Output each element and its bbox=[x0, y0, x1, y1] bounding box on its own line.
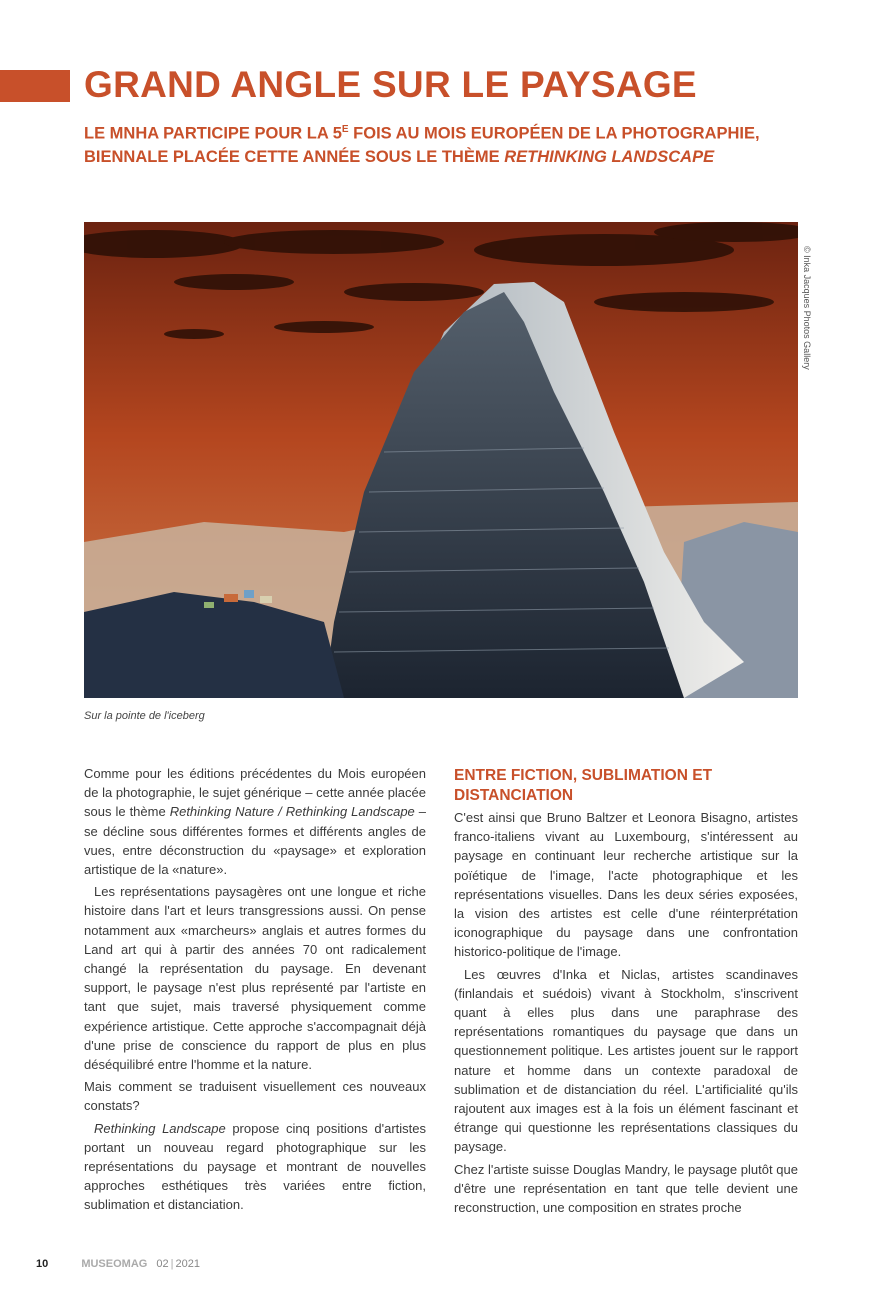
subtitle-text-1: LE MNHA PARTICIPE POUR LA 5 bbox=[84, 124, 342, 143]
left-paragraph-2: Les représentations paysagères ont une longue et riche histoire dans l'art et leurs transgressions aussi. On pense notamment aux «marcheurs» anglais et autres formes du Land art qui à partir des années 70 ont radicalement changé la représentation du paysage. En devenant support, le paysage n'est plus représenté par l'artiste en tant que sujet, mais traversé physiquement comme expérience artistique. Cette approche s'accompagnait déjà d'une prise de conscience du rapport de plus en plus déséquilibré entre l'homme et la nature. bbox=[84, 884, 426, 1073]
photo-artwork bbox=[84, 222, 798, 698]
left-column bbox=[84, 764, 426, 1218]
left-p1-text-b: – se décline sous différentes formes et différents angles de vues, entre déconstruction du «paysage» et exploration artistique de la «nature». bbox=[84, 804, 427, 878]
page-subtitle bbox=[84, 118, 804, 169]
left-p4-theme: Rethinking Landscape bbox=[94, 1120, 226, 1136]
section-heading: ENTRE FICTION, SUBLIMATION ET DISTANCIATION bbox=[454, 767, 713, 804]
left-p4-text: propose cinq positions d'artistes portant un nouveau regard photographique sur les représentations du paysage et montrant de nouvelles approches esthétiques très variées entre fiction, sublimation et distanciation. bbox=[84, 1120, 426, 1213]
issue-number: 02 bbox=[156, 1258, 169, 1270]
subtitle-superscript: E bbox=[341, 124, 349, 135]
page-title: GRAND ANGLE SUR LE PAYSAGE bbox=[84, 64, 697, 105]
right-paragraph-2: Les œuvres d'Inka et Niclas, artistes scandinaves (finlandais et suédois) vivant à Stockholm, s'inscrivent quant à elles plus dans une paraphrase des représentations romantiques du paysage que dans un questionnement politique. Les artistes jouent sur le rapport nature et homme dans un contexte paradoxal de sublimation et de distanciation du réel. L'artificialité qu'ils rajoutent aux images est à la fois un élément fascinant et étrange qui questionne les représentations classiques du paysage. bbox=[454, 966, 798, 1155]
right-paragraph-1: C'est ainsi que Bruno Baltzer et Leonora Bisagno, artistes franco-italiens vivant au Luxembourg, s'intéressent au paysage en continuant leur recherche artistique sur la poïétique de l'image, l'acte photographique et les représentations visuelles. Dans les deux séries exposées, la vision des artistes est celle d'une réinterprétation iconographique du paysage dans une confrontation historico-politique de l'image. bbox=[454, 810, 798, 960]
issue-separator: | bbox=[170, 1258, 174, 1270]
title-accent-bar bbox=[0, 70, 70, 102]
issue-year: 2021 bbox=[175, 1258, 200, 1270]
left-p1-theme: Rethinking Nature / Rethinking Landscape bbox=[169, 804, 415, 820]
left-paragraph-3: Mais comment se traduisent visuellement ces nouveaux constats? bbox=[84, 1079, 426, 1114]
magazine-brand: MUSEOMAG bbox=[81, 1258, 148, 1270]
left-paragraph-1 bbox=[84, 764, 426, 879]
right-column bbox=[454, 766, 798, 1220]
subtitle-theme: RETHINKING LANDSCAPE bbox=[504, 147, 715, 166]
right-paragraph-3: Chez l'artiste suisse Douglas Mandry, le paysage plutôt que d'être une représentation en tant que telle devient une reconstruction, une composition en strates proche bbox=[454, 1161, 798, 1216]
photo-caption: Sur la pointe de l'iceberg bbox=[84, 710, 205, 722]
photo-credit-text: © Inka Jacques Photos Gallery bbox=[802, 246, 812, 370]
left-paragraph-4 bbox=[84, 1119, 426, 1215]
subtitle-text-2: FOIS AU MOIS EUROPÉEN DE LA PHOTOGRAPHIE, BIENNALE PLACÉE CETTE ANNÉE SOUS LE THÈME bbox=[84, 124, 760, 166]
photo-credit bbox=[800, 246, 814, 376]
page-footer bbox=[36, 1258, 200, 1270]
landscape-photo bbox=[84, 222, 798, 698]
page-number: 10 bbox=[36, 1258, 49, 1270]
left-p1-text-a: Comme pour les éditions précédentes du Mois européen de la photographie, le sujet générique – cette année placée sous le thème bbox=[84, 766, 426, 820]
